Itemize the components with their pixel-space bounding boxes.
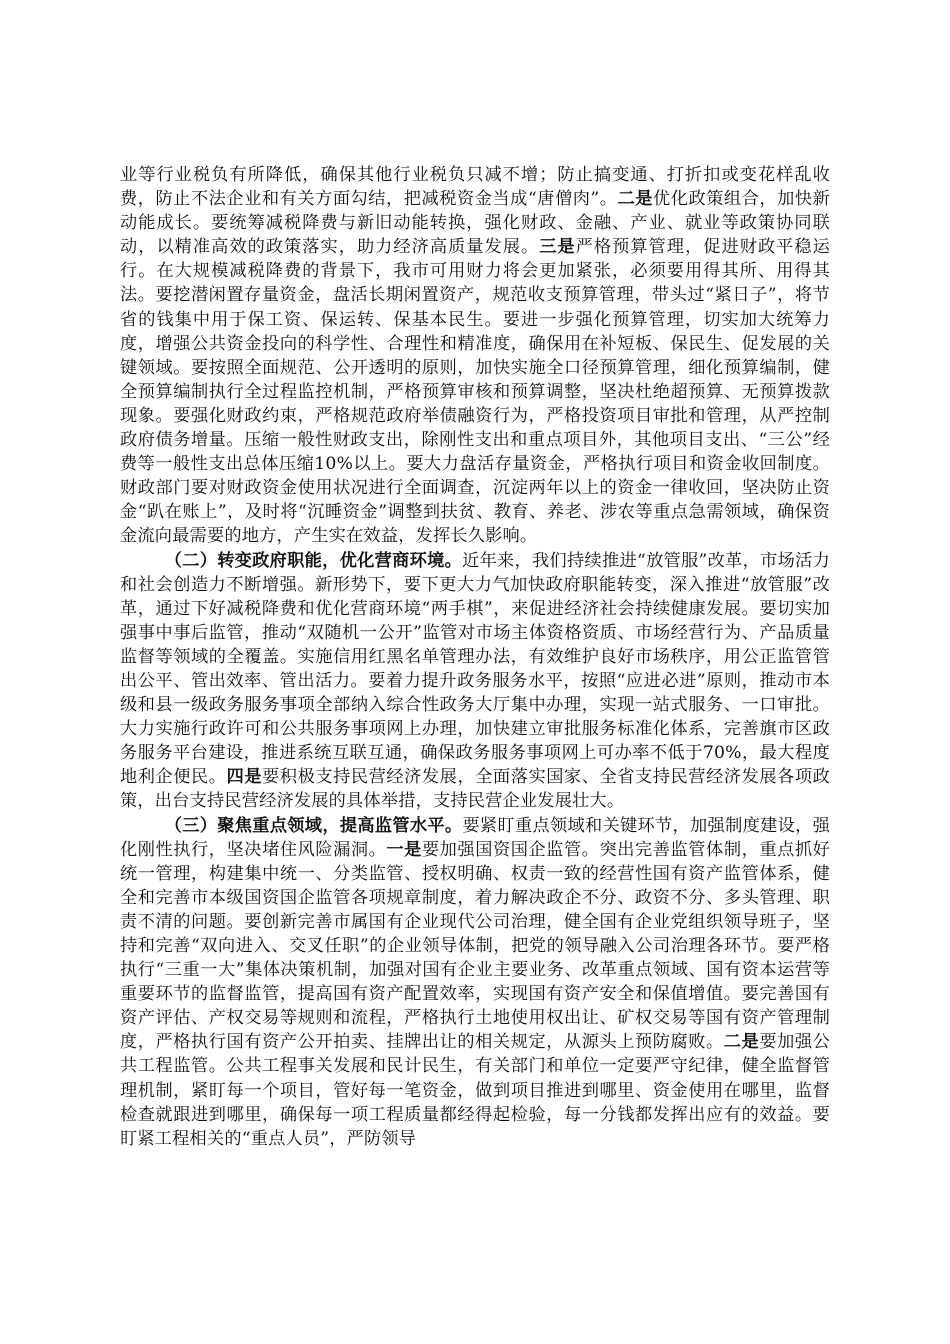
section-heading-3: （三）聚焦重点领域，提高监管水平。 bbox=[164, 815, 463, 836]
paragraph-text: 要加强公共工程监管。公共工程事关发展和民计民生，有关部门和单位一定要严守纪律，健全监督管理机制，紧盯每一个项目，管好每一笔资金，做到项目推进到哪里、资金使用在哪里，监督检查就跟进到哪里，确保每一项工程质量都经得起检验，每一分钱都发挥出应有的效益。要盯紧工程相关的“重点人员”，严防领导 bbox=[120, 1032, 830, 1149]
bold-marker-second: 二是 bbox=[617, 189, 653, 210]
paragraph-text: 要积极支持民营经济发展，全面落实国家、全省支持民营经济发展各项政策，出台支持民营经济发展的具体举措，支持民营企业发展壮大。 bbox=[120, 767, 831, 812]
paragraph-text: 严格预算管理，促进财政平稳运行。在大规模减税降费的背景下，我市可用财力将会更加紧张，必须要用得其所、用得其法。要挖潜闲置存量资金，盘活长期闲置资产，规范收支预算管理，带头过“紧日子”，将节省的钱集中用于保工资、保运转、保基本民生。要进一步强化预算管理，切实加大统筹力度，增强公共资金投向的科学性、合理性和精准度，确保用在补短板、保民生、促发展的关键领域。要按照全面规范、公开透明的原则，加快实施全口径预算管理，细化预算编制，健全预算编制执行全过程监控机制，严格预算审核和预算调整，坚决杜绝超预算、无预算拨款现象。要强化财政约束，严格规范政府举债融资行为，严格投资项目审批和管理，从严控制政府债务增量。压缩一般性财政支出，除刚性支出和重点项目外，其他项目支出、“三公”经费等一般性支出总体压缩10%以上。要大力盘活存量资金，严格执行项目和资金收回制度。财政部门要对财政资金使用状况进行全面调查，沉淀两年以上的资金一律收回，坚决防止资金“趴在账上”，及时将“沉睡资金”调整到扶贫、教育、养老、涉农等重点急需领域，确保资金流向最需要的地方，产生实在效益，发挥长久影响。 bbox=[120, 237, 830, 547]
paragraph-tax-and-budget bbox=[120, 163, 830, 549]
bold-marker-third: 三是 bbox=[539, 237, 576, 258]
paragraph-text: 要加强国资国企监管。突出完善监管体制，重点抓好统一管理，构建集中统一、分类监管、授权明确、权责一致的经营性国有资产监管体系，健全和完善市本级国资国企监管各项规章制度，着力解决政企不分、政资不分、多头管理、职责不清的问题。要创新完善市属国有企业现代公司治理，健全国有企业党组织领导班子，坚持和完善“双向进入、交叉任职”的企业领导体制，把党的领导融入公司治理各环节。要严格执行“三重一大”集体决策机制，加强对国有企业主要业务、改革重点领域、国有资本运营等重要环节的监督监管，提高国有资产配置效率，实现国有资产安全和保值增值。要完善国有资产评估、产权交易等规则和流程，严格执行土地使用权出让、矿权交易等国有资产管理制度，严格执行国有资产公开拍卖、挂牌出让的相关规定，从源头上预防腐败。 bbox=[120, 839, 830, 1053]
paragraph-text: 近年来，我们持续推进“放管服”改革，市场活力和社会创造力不断增强。新形势下，要下更大力气加快政府职能转变，深入推进“放管服”改革，通过下好减税降费和优化营商环境“两手棋”，来促进经济社会持续健康发展。要切实加强事中事后监管，推动“双随机一公开”监管对市场主体资格资质、市场经营行为、产品质量监督等领域的全覆盖。实施信用红黑名单管理办法，有效维护良好市场秩序，用公正监管管出公平、管出效率、管出活力。要着力提升政务服务水平，按照“应进必进”原则，推动市本级和县一级政务服务事项全部纳入综合性政务大厅集中办理，实现一站式服务、一口审批。大力实施行政许可和公共服务事项网上办理，加快建立审批服务标准化体系，完善旗市区政务服务平台建设，推进系统互联互通，确保政务服务事项网上可办率不低于70%，最大程度地利企便民。 bbox=[120, 550, 830, 788]
document-page bbox=[120, 163, 830, 1151]
paragraph-key-areas-supervision bbox=[120, 814, 830, 1151]
bold-marker-fourth: 四是 bbox=[226, 767, 263, 788]
bold-marker-first: 一是 bbox=[386, 839, 422, 860]
paragraph-government-functions bbox=[120, 549, 830, 814]
paragraph-text: 优化政策组合，加快新动能成长。要统筹减税降费与新旧动能转换，强化财政、金融、产业、就业等政策协同联动，以精准高效的政策落实，助力经济高质量发展。 bbox=[120, 189, 830, 258]
section-heading-2: （二）转变政府职能，优化营商环境。 bbox=[164, 550, 463, 571]
paragraph-text: 要紧盯重点领域和关键环节，加强制度建设，强化刚性执行，坚决堵住风险漏洞。 bbox=[120, 815, 831, 860]
paragraph-text: 业等行业税负有所降低，确保其他行业税负只减不增；防止搞变通、打折扣或变花样乱收费，防止不法企业和有关方面勾结，把减税资金当成“唐僧肉”。 bbox=[120, 165, 830, 210]
bold-marker-second: 二是 bbox=[723, 1032, 760, 1053]
